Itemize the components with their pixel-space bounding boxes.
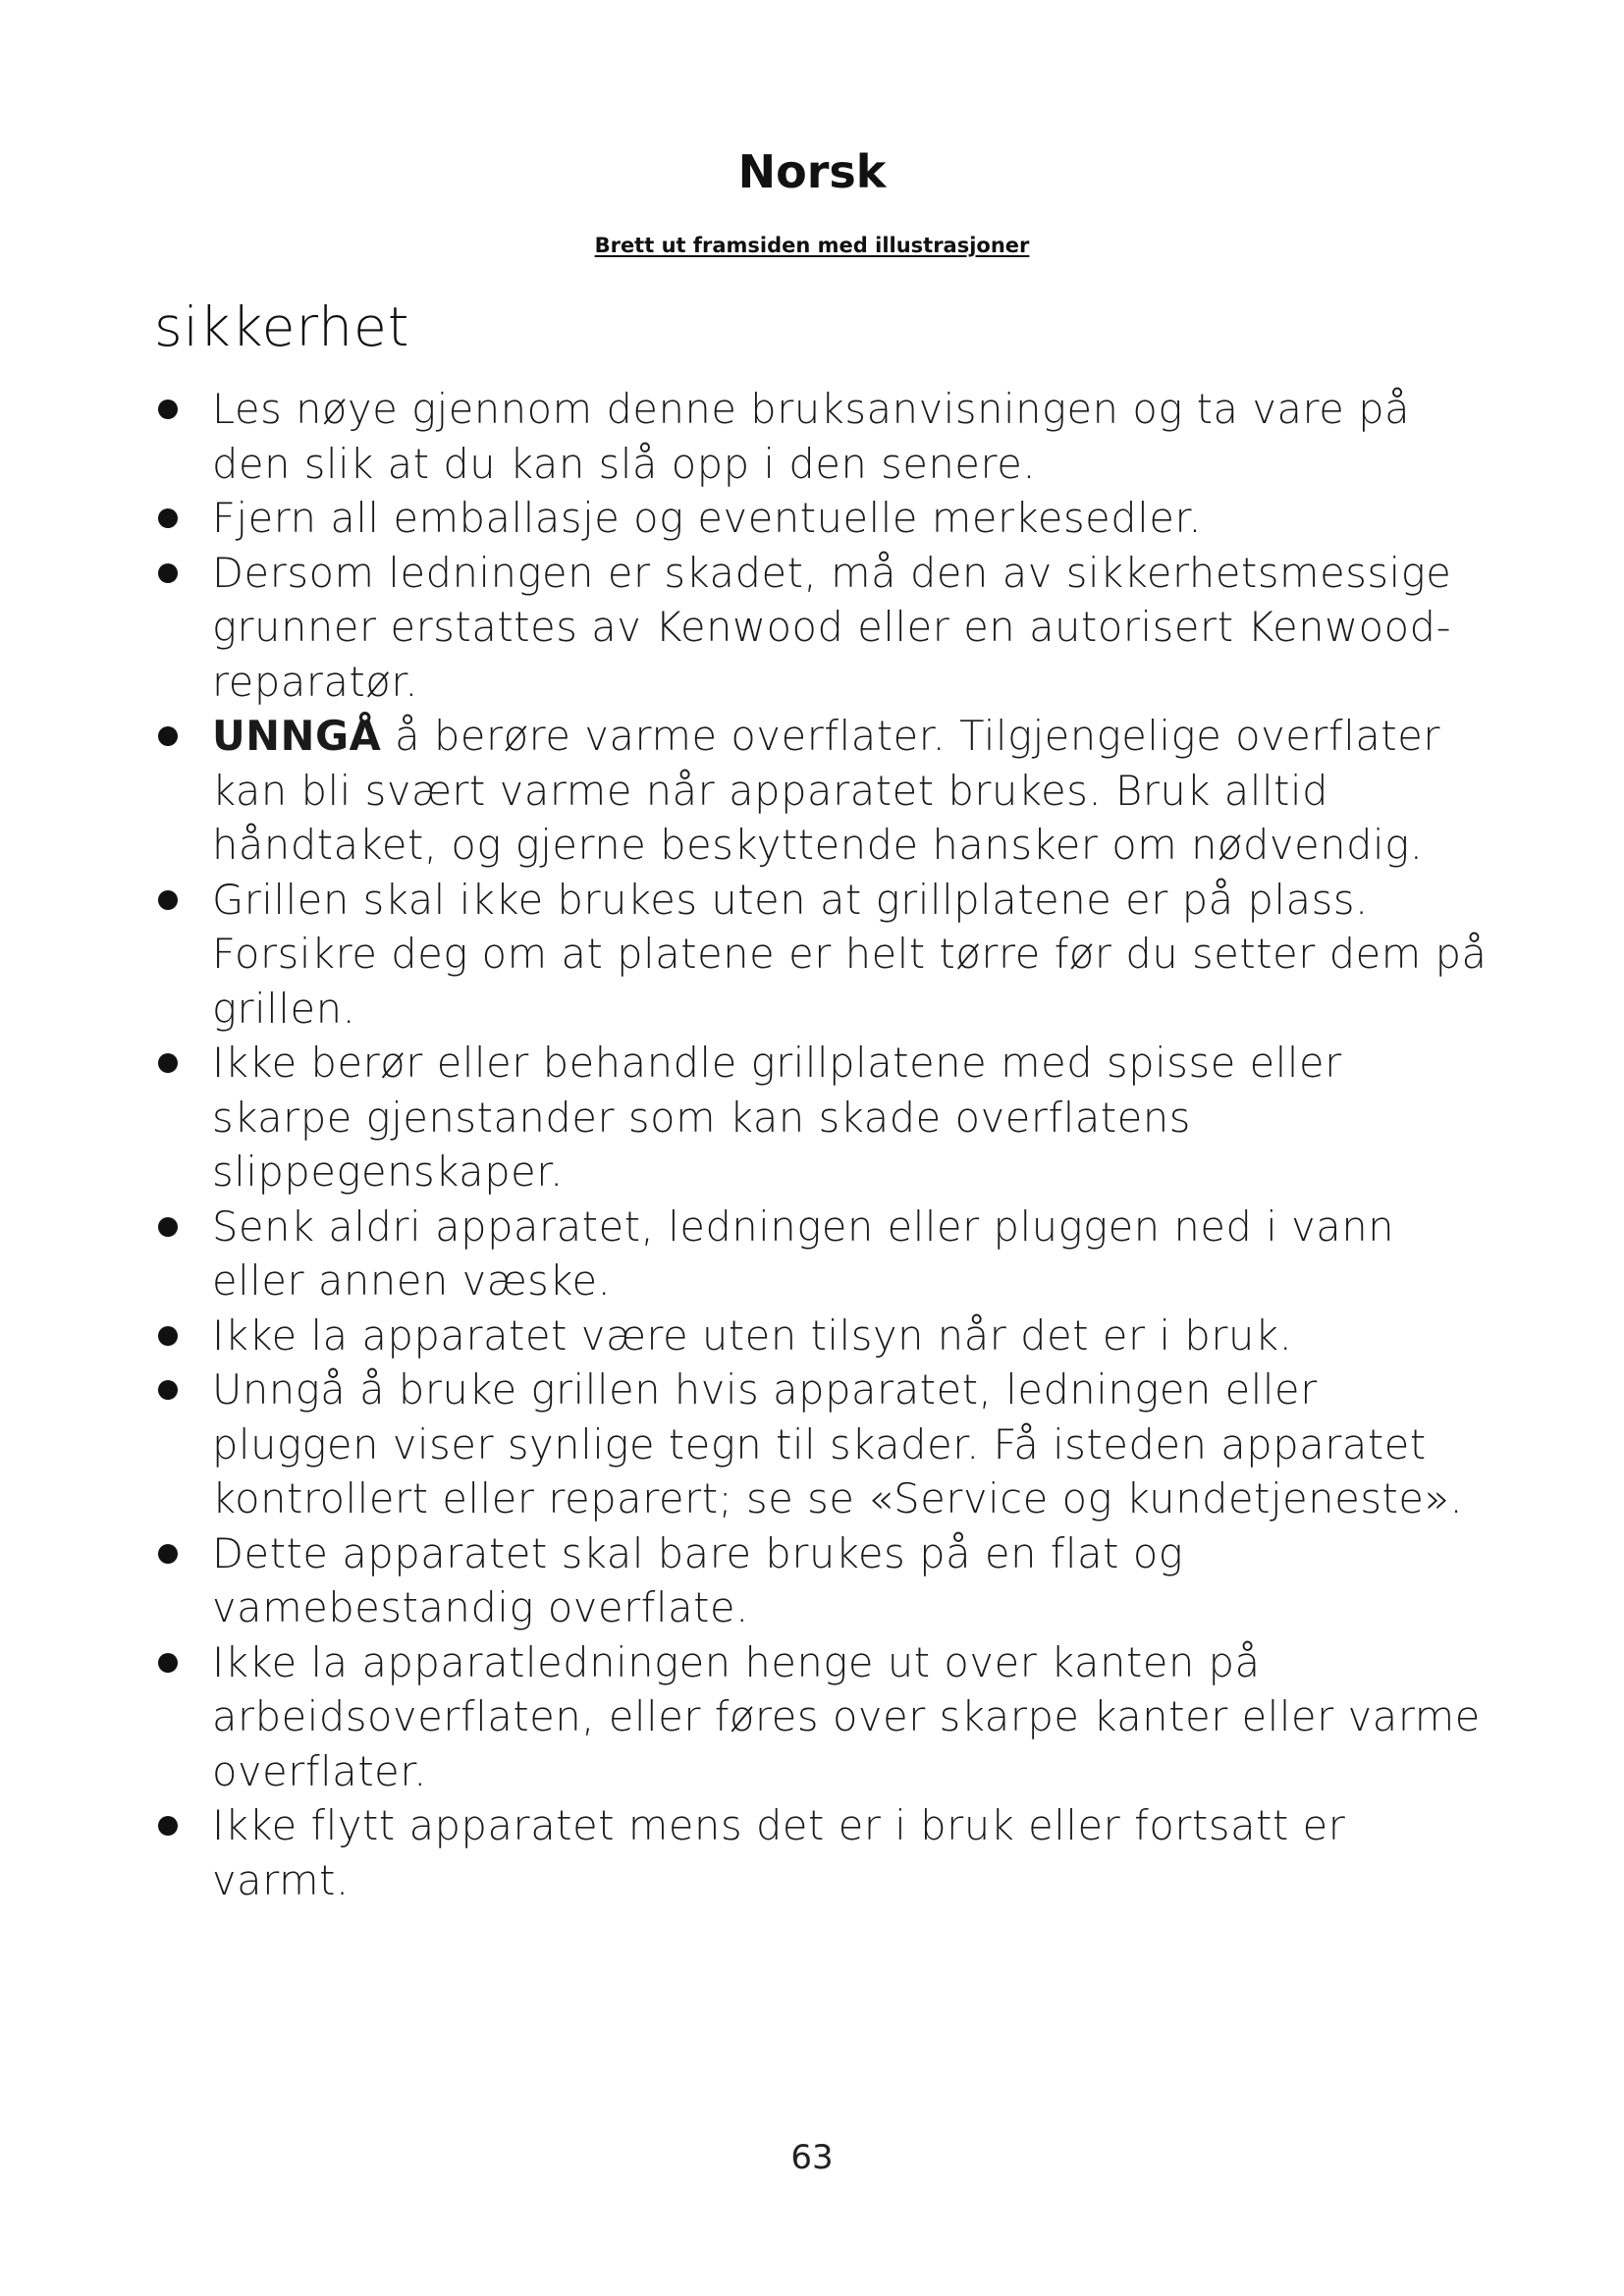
safety-item xyxy=(154,1635,1489,1799)
safety-item-text: Fjern all emballasje og eventuelle merkesedler. xyxy=(212,494,1203,542)
safety-item xyxy=(154,491,1489,546)
bullet-icon xyxy=(158,508,178,528)
bullet-icon xyxy=(158,1816,178,1836)
page-number: 63 xyxy=(790,2138,834,2177)
safety-heading: sikkerhet xyxy=(154,295,410,358)
fold-out-instruction: Brett ut framsiden med illustrasjoner xyxy=(594,234,1030,257)
safety-item-text: Ikke berør eller behandle grillplatene med spisse eller skarpe gjenstander som kan skade overflatens slippegenskaper. xyxy=(212,1039,1342,1196)
safety-item-text: Ikke la apparatet være uten tilsyn når det er i bruk. xyxy=(212,1310,1293,1360)
bullet-icon xyxy=(158,1653,178,1673)
language-title: Norsk xyxy=(737,145,887,198)
bullet-icon xyxy=(158,1053,178,1073)
safety-item-text: Dersom ledningen er skadet, må den av sikkerhetsmessige grunner erstattes av Kenwood eller en autorisert Kenwood-reparatør. xyxy=(212,548,1452,706)
safety-item xyxy=(154,1526,1489,1635)
safety-item-text: Ikke la apparatledningen henge ut over kanten på arbeidsoverflaten, eller føres over skarpe kanter eller varme overflater. xyxy=(212,1637,1481,1795)
bullet-icon xyxy=(158,563,178,583)
safety-item xyxy=(154,1362,1489,1526)
safety-item xyxy=(154,1308,1489,1363)
safety-item-text: Dette apparatet skal bare brukes på en flat og vamebestandig overflate. xyxy=(212,1528,1184,1631)
safety-item xyxy=(154,382,1489,491)
safety-item xyxy=(154,1036,1489,1200)
safety-item-text: Ikke flytt apparatet mens det er i bruk eller fortsatt er varmt. xyxy=(212,1801,1346,1904)
safety-item-text: Senk aldri apparatet, ledningen eller pluggen ned i vann eller annen væske. xyxy=(212,1201,1395,1305)
bullet-icon xyxy=(158,400,178,419)
bullet-icon xyxy=(158,890,178,910)
safety-item xyxy=(154,709,1489,873)
safety-item xyxy=(154,873,1489,1037)
safety-list xyxy=(154,382,1489,1907)
warning-keyword: UNNGÅ xyxy=(212,712,382,760)
safety-item-text: Unngå å bruke grillen hvis apparatet, ledningen eller pluggen viser synlige tegn til skader. Få isteden apparatet kontrollert eller reparert; se se «Service og kundetjeneste». xyxy=(212,1365,1464,1522)
safety-item-text: å berøre varme overflater. Tilgjengelige overflater kan bli svært varme når apparatet brukes. Bruk alltid håndtaket, og gjerne beskyttende hansker om nødvendig. xyxy=(212,712,1441,869)
safety-item-text: Les nøye gjennom denne bruksanvisningen og ta vare på den slik at du kan slå opp i den senere. xyxy=(212,385,1411,488)
safety-item xyxy=(154,1200,1489,1308)
safety-item xyxy=(154,546,1489,710)
bullet-icon xyxy=(158,1326,178,1346)
safety-item xyxy=(154,1798,1489,1907)
safety-item-text: Grillen skal ikke brukes uten at grillplatene er på plass. Forsikre deg om at platene er helt tørre før du setter dem på grillen. xyxy=(212,875,1488,1033)
bullet-icon xyxy=(158,1544,178,1564)
bullet-icon xyxy=(158,1380,178,1400)
bullet-icon xyxy=(158,1217,178,1237)
bullet-icon xyxy=(158,726,178,746)
